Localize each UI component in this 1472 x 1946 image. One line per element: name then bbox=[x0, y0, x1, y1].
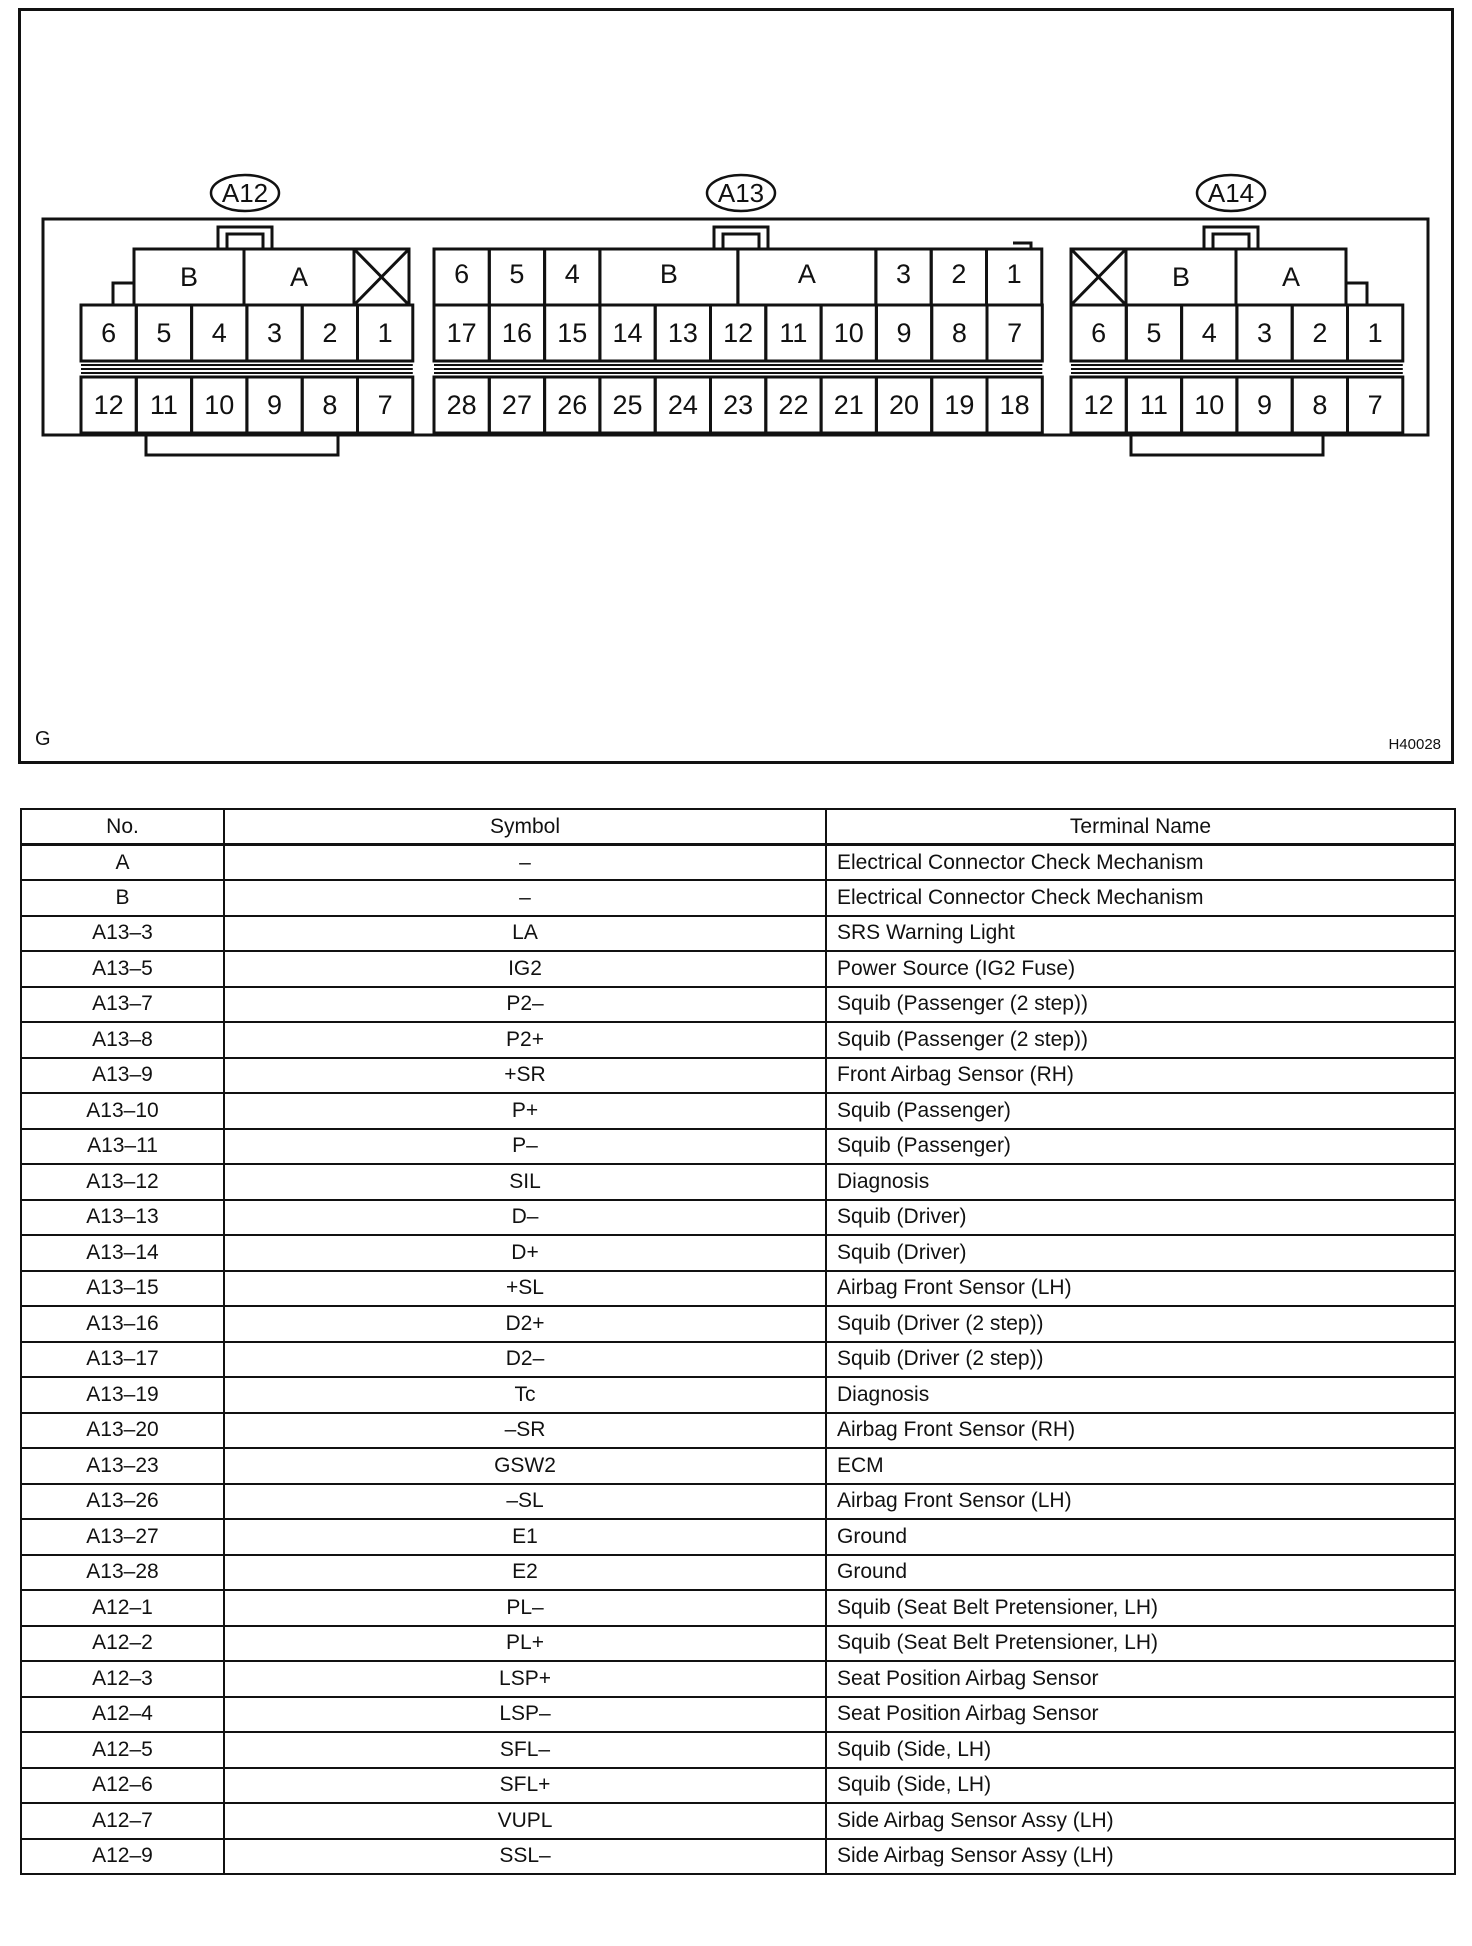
cell-no: A13–9 bbox=[21, 1058, 224, 1094]
pin-number: 26 bbox=[557, 390, 588, 420]
connector-diagram bbox=[21, 11, 1451, 761]
table-row bbox=[21, 880, 1455, 916]
pin-number: 7 bbox=[1367, 390, 1383, 420]
pin-number: 20 bbox=[889, 390, 920, 420]
pin-number: 12 bbox=[93, 390, 124, 420]
cell-terminal-name: Squib (Seat Belt Pretensioner, LH) bbox=[826, 1626, 1455, 1662]
table-row bbox=[21, 1626, 1455, 1662]
cell-symbol: IG2 bbox=[224, 951, 826, 987]
cell-no: A12–1 bbox=[21, 1590, 224, 1626]
pin-number: 21 bbox=[833, 390, 864, 420]
cell-no: A13–11 bbox=[21, 1129, 224, 1165]
pin-number: 12 bbox=[1083, 390, 1114, 420]
pin-number: 4 bbox=[211, 318, 227, 348]
cell-terminal-name: Airbag Front Sensor (RH) bbox=[826, 1413, 1455, 1449]
table-row bbox=[21, 951, 1455, 987]
cell-terminal-name: Airbag Front Sensor (LH) bbox=[826, 1271, 1455, 1307]
pin-number: 24 bbox=[667, 390, 698, 420]
cell-terminal-name: Squib (Driver) bbox=[826, 1200, 1455, 1236]
header-symbol: Symbol bbox=[224, 809, 826, 845]
cell-no: A13–13 bbox=[21, 1200, 224, 1236]
pin-number: 6 bbox=[1091, 318, 1107, 348]
cell-no: A13–12 bbox=[21, 1164, 224, 1200]
cell-symbol: D2+ bbox=[224, 1306, 826, 1342]
table-row bbox=[21, 1519, 1455, 1555]
table-row bbox=[21, 1235, 1455, 1271]
step-corner bbox=[113, 283, 134, 305]
cell-no: A12–7 bbox=[21, 1803, 224, 1839]
cell-symbol: E1 bbox=[224, 1519, 826, 1555]
lock-label: B bbox=[659, 259, 678, 289]
cell-terminal-name: Diagnosis bbox=[826, 1164, 1455, 1200]
cell-terminal-name: Side Airbag Sensor Assy (LH) bbox=[826, 1839, 1455, 1875]
pin-number: 6 bbox=[454, 259, 470, 289]
cell-symbol: PL– bbox=[224, 1590, 826, 1626]
table-row bbox=[21, 1093, 1455, 1129]
lock-label-a: A bbox=[1281, 262, 1301, 292]
pin-number: 15 bbox=[557, 318, 588, 348]
table-row bbox=[21, 1732, 1455, 1768]
table-row bbox=[21, 1342, 1455, 1378]
cell-terminal-name: Squib (Side, LH) bbox=[826, 1768, 1455, 1804]
housing-foot-left bbox=[146, 435, 338, 455]
cell-terminal-name: Squib (Passenger (2 step)) bbox=[826, 1022, 1455, 1058]
cell-terminal-name: Front Airbag Sensor (RH) bbox=[826, 1058, 1455, 1094]
table-row bbox=[21, 1484, 1455, 1520]
cell-symbol: LSP– bbox=[224, 1697, 826, 1733]
cell-no: A13–27 bbox=[21, 1519, 224, 1555]
cell-symbol: –SR bbox=[224, 1413, 826, 1449]
pin-number: 1 bbox=[1367, 318, 1383, 348]
table-row bbox=[21, 916, 1455, 952]
cell-terminal-name: Squib (Seat Belt Pretensioner, LH) bbox=[826, 1590, 1455, 1626]
cell-no: A13–20 bbox=[21, 1413, 224, 1449]
cell-symbol: SIL bbox=[224, 1164, 826, 1200]
cell-symbol: Tc bbox=[224, 1377, 826, 1413]
cell-no: A13–10 bbox=[21, 1093, 224, 1129]
cell-symbol: – bbox=[224, 880, 826, 916]
pin-number: 11 bbox=[779, 318, 808, 348]
cell-terminal-name: Squib (Driver) bbox=[826, 1235, 1455, 1271]
cell-terminal-name: Squib (Driver (2 step)) bbox=[826, 1342, 1455, 1378]
cell-terminal-name: SRS Warning Light bbox=[826, 916, 1455, 952]
cell-no: A13–5 bbox=[21, 951, 224, 987]
cell-terminal-name: Seat Position Airbag Sensor bbox=[826, 1661, 1455, 1697]
connector-label: A14 bbox=[1207, 178, 1255, 208]
pin-number: 10 bbox=[833, 318, 864, 348]
table-row bbox=[21, 845, 1455, 881]
terminal-table bbox=[20, 808, 1456, 1875]
cell-terminal-name: Seat Position Airbag Sensor bbox=[826, 1697, 1455, 1733]
pin-number: 6 bbox=[101, 318, 117, 348]
cell-symbol: +SL bbox=[224, 1271, 826, 1307]
cell-no: A13–15 bbox=[21, 1271, 224, 1307]
cell-symbol: SFL+ bbox=[224, 1768, 826, 1804]
cell-terminal-name: Ground bbox=[826, 1519, 1455, 1555]
pin-number: 12 bbox=[723, 318, 754, 348]
table-row bbox=[21, 1306, 1455, 1342]
pin-number: 3 bbox=[896, 259, 912, 289]
pin-number: 17 bbox=[446, 318, 477, 348]
pin-number: 25 bbox=[612, 390, 643, 420]
cell-terminal-name: ECM bbox=[826, 1448, 1455, 1484]
pin-number: 9 bbox=[267, 390, 283, 420]
pin-number: 4 bbox=[564, 259, 580, 289]
table-row bbox=[21, 1768, 1455, 1804]
cell-no: A12–2 bbox=[21, 1626, 224, 1662]
cell-terminal-name: Diagnosis bbox=[826, 1377, 1455, 1413]
connector-diagram-panel bbox=[18, 8, 1454, 764]
table-row bbox=[21, 1697, 1455, 1733]
cell-symbol: SSL– bbox=[224, 1839, 826, 1875]
table-row bbox=[21, 1803, 1455, 1839]
lock-label: A bbox=[797, 259, 816, 289]
connector-label: A12 bbox=[221, 178, 269, 208]
cell-no: A13–26 bbox=[21, 1484, 224, 1520]
cell-no: A12–6 bbox=[21, 1768, 224, 1804]
pin-number: 10 bbox=[204, 390, 235, 420]
corner-letter: G bbox=[35, 728, 51, 750]
cell-symbol: PL+ bbox=[224, 1626, 826, 1662]
pin-number: 13 bbox=[667, 318, 698, 348]
cell-terminal-name: Squib (Side, LH) bbox=[826, 1732, 1455, 1768]
pin-number: 3 bbox=[267, 318, 283, 348]
cell-no: A12–9 bbox=[21, 1839, 224, 1875]
pin-number: 2 bbox=[322, 318, 338, 348]
cell-terminal-name: Squib (Passenger) bbox=[826, 1129, 1455, 1165]
header-no: No. bbox=[21, 809, 224, 845]
lock-label-b: B bbox=[1171, 262, 1191, 292]
table-header-row bbox=[21, 809, 1455, 845]
cell-no: A13–3 bbox=[21, 916, 224, 952]
table-row bbox=[21, 1271, 1455, 1307]
cell-terminal-name: Squib (Passenger (2 step)) bbox=[826, 987, 1455, 1023]
connector-label: A13 bbox=[717, 178, 765, 208]
pin-number: 8 bbox=[951, 318, 967, 348]
latch-tab-inner bbox=[1213, 234, 1249, 249]
cell-symbol: P2+ bbox=[224, 1022, 826, 1058]
table-row bbox=[21, 1590, 1455, 1626]
step-corner bbox=[1346, 283, 1367, 305]
cell-symbol: +SR bbox=[224, 1058, 826, 1094]
pin-number: 1 bbox=[1006, 259, 1022, 289]
cell-symbol: –SL bbox=[224, 1484, 826, 1520]
table-row bbox=[21, 1200, 1455, 1236]
header-terminal-name: Terminal Name bbox=[826, 809, 1455, 845]
cell-symbol: E2 bbox=[224, 1555, 826, 1591]
pin-number: 7 bbox=[377, 390, 393, 420]
table-row bbox=[21, 1661, 1455, 1697]
cell-symbol: GSW2 bbox=[224, 1448, 826, 1484]
pin-number: 28 bbox=[446, 390, 477, 420]
cell-no: A13–23 bbox=[21, 1448, 224, 1484]
cell-symbol: P+ bbox=[224, 1093, 826, 1129]
cell-terminal-name: Squib (Passenger) bbox=[826, 1093, 1455, 1129]
pin-number: 9 bbox=[1257, 390, 1273, 420]
pin-number: 7 bbox=[1007, 318, 1023, 348]
cell-symbol: D– bbox=[224, 1200, 826, 1236]
cell-no: A13–16 bbox=[21, 1306, 224, 1342]
pin-number: 22 bbox=[778, 390, 809, 420]
lock-label-a: A bbox=[289, 262, 309, 292]
pin-number: 8 bbox=[322, 390, 338, 420]
cell-no: A13–14 bbox=[21, 1235, 224, 1271]
cell-no: A12–3 bbox=[21, 1661, 224, 1697]
pin-number: 18 bbox=[999, 390, 1030, 420]
cell-symbol: D2– bbox=[224, 1342, 826, 1378]
table-row bbox=[21, 1022, 1455, 1058]
table-row bbox=[21, 987, 1455, 1023]
table-row bbox=[21, 1839, 1455, 1875]
cell-terminal-name: Power Source (IG2 Fuse) bbox=[826, 951, 1455, 987]
pin-number: 2 bbox=[951, 259, 967, 289]
figure-id: H40028 bbox=[1388, 736, 1441, 753]
cell-symbol: SFL– bbox=[224, 1732, 826, 1768]
pin-number: 19 bbox=[944, 390, 975, 420]
pin-number: 1 bbox=[377, 318, 393, 348]
latch-tab-inner bbox=[227, 234, 263, 249]
pin-number: 9 bbox=[896, 318, 912, 348]
cell-symbol: – bbox=[224, 845, 826, 881]
table-row bbox=[21, 1129, 1455, 1165]
cell-symbol: P2– bbox=[224, 987, 826, 1023]
cell-symbol: LSP+ bbox=[224, 1661, 826, 1697]
table-row bbox=[21, 1377, 1455, 1413]
pin-number: 5 bbox=[156, 318, 172, 348]
pin-number: 2 bbox=[1312, 318, 1328, 348]
cell-terminal-name: Side Airbag Sensor Assy (LH) bbox=[826, 1803, 1455, 1839]
cell-no: A13–7 bbox=[21, 987, 224, 1023]
cell-no: A13–19 bbox=[21, 1377, 224, 1413]
cell-no: A12–4 bbox=[21, 1697, 224, 1733]
cell-symbol: VUPL bbox=[224, 1803, 826, 1839]
pin-number: 23 bbox=[723, 390, 754, 420]
cell-terminal-name: Ground bbox=[826, 1555, 1455, 1591]
cell-symbol: LA bbox=[224, 916, 826, 952]
pin-number: 8 bbox=[1312, 390, 1328, 420]
cell-no: B bbox=[21, 880, 224, 916]
cell-terminal-name: Electrical Connector Check Mechanism bbox=[826, 880, 1455, 916]
table-row bbox=[21, 1164, 1455, 1200]
cell-no: A12–5 bbox=[21, 1732, 224, 1768]
latch-tab-inner bbox=[723, 234, 759, 249]
pin-number: 5 bbox=[1146, 318, 1162, 348]
housing-foot-right bbox=[1131, 435, 1323, 455]
pin-number: 4 bbox=[1201, 318, 1217, 348]
cell-no: A13–17 bbox=[21, 1342, 224, 1378]
cell-no: A13–8 bbox=[21, 1022, 224, 1058]
cell-terminal-name: Airbag Front Sensor (LH) bbox=[826, 1484, 1455, 1520]
cell-symbol: D+ bbox=[224, 1235, 826, 1271]
pin-number: 10 bbox=[1194, 390, 1225, 420]
cell-terminal-name: Squib (Driver (2 step)) bbox=[826, 1306, 1455, 1342]
pin-number: 11 bbox=[1139, 390, 1168, 420]
pin-number: 5 bbox=[509, 259, 525, 289]
table-row bbox=[21, 1555, 1455, 1591]
lock-label-b: B bbox=[179, 262, 199, 292]
table-row bbox=[21, 1058, 1455, 1094]
pin-number: 27 bbox=[501, 390, 532, 420]
cell-symbol: P– bbox=[224, 1129, 826, 1165]
cell-terminal-name: Electrical Connector Check Mechanism bbox=[826, 845, 1455, 881]
cell-no: A bbox=[21, 845, 224, 881]
pin-number: 11 bbox=[149, 390, 178, 420]
table-row bbox=[21, 1448, 1455, 1484]
pin-number: 3 bbox=[1257, 318, 1273, 348]
pin-number: 16 bbox=[501, 318, 532, 348]
table-row bbox=[21, 1413, 1455, 1449]
pin-number: 14 bbox=[612, 318, 643, 348]
cell-no: A13–28 bbox=[21, 1555, 224, 1591]
